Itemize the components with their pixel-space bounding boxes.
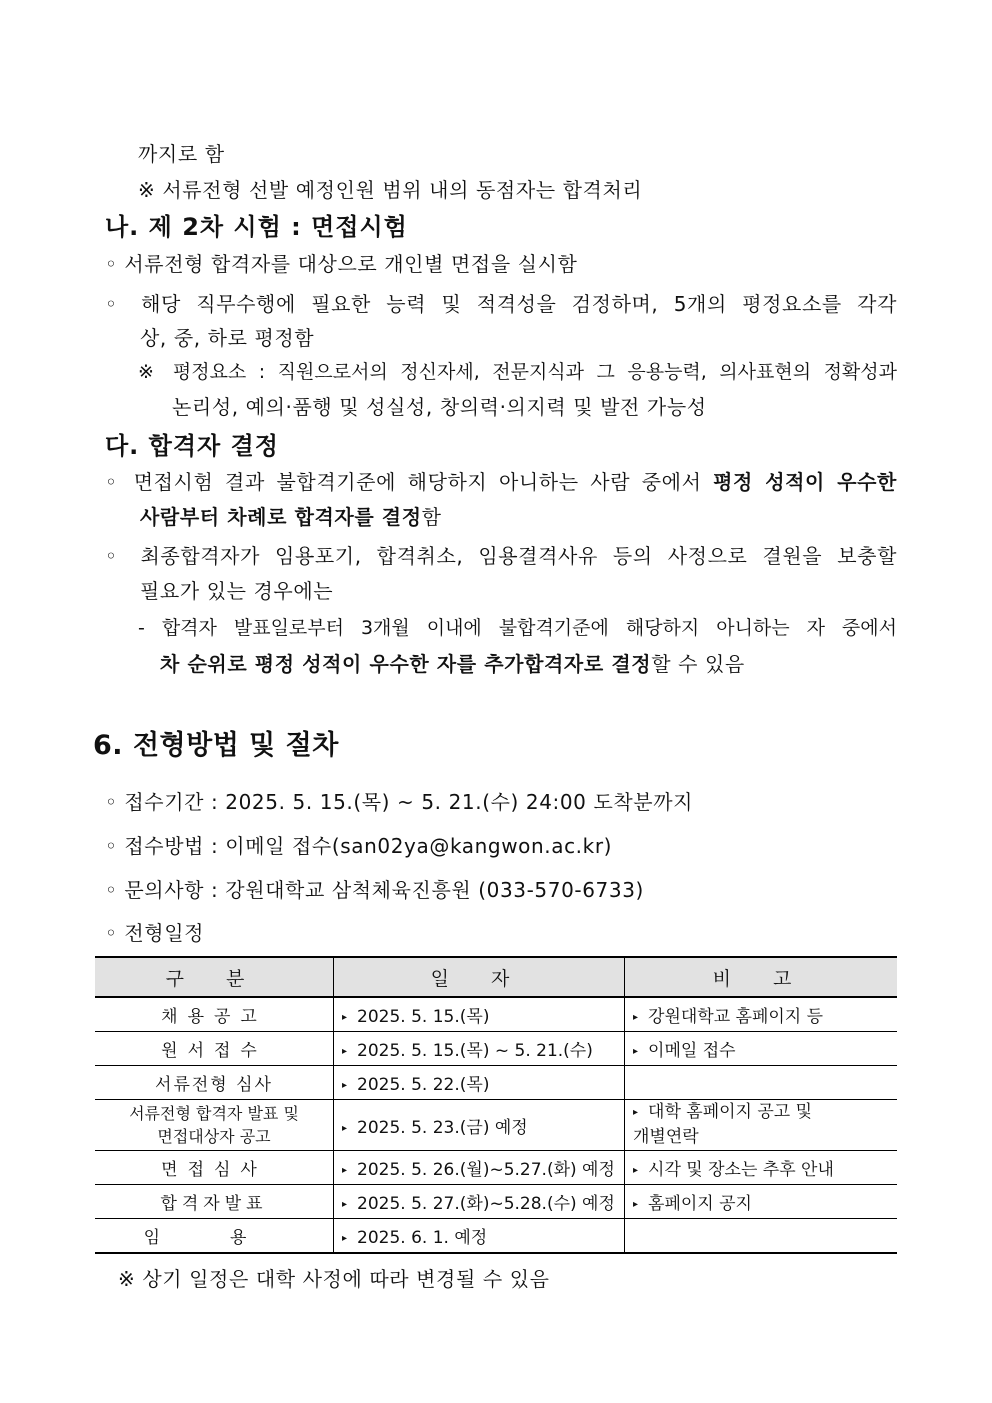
triangle-bullet-icon: ▸ [342,1046,348,1057]
row-label: 채용공고 [95,997,334,1032]
row-date: ▸ 2025. 5. 15.(목) [334,997,625,1032]
row-date: ▸ 2025. 5. 15.(목) ~ 5. 21.(수) [334,1032,625,1066]
row-note [625,1066,898,1100]
table-header-row [95,957,897,997]
triangle-bullet-icon: ▸ [633,1107,639,1118]
triangle-bullet-icon: ▸ [342,1012,348,1023]
inquiry-contact: ◦ 문의사항 : 강원대학교 삼척체육진흥원 (033-570-6733) [105,878,644,902]
row-label: 서류전형 합격자 발표 및 면접대상자 공고 [95,1100,334,1151]
triangle-bullet-icon: ▸ [633,1012,639,1023]
triangle-bullet-icon: ▸ [342,1165,348,1176]
section-na-item2-line2: 상, 중, 하로 평정함 [140,326,315,350]
application-method: ◦ 접수방법 : 이메일 접수(san02ya@kangwon.ac.kr) [105,834,613,858]
row-label: 원서접수 [95,1032,334,1066]
section-na-item2-line1: ◦ 해당 직무수행에 필요한 능력 및 적격성을 검정하며, 5개의 평정요소를 각각 [105,292,897,316]
section-da-title: 다. 합격자 결정 [105,432,279,460]
row-date: ▸ 2025. 5. 23.(금) 예정 [334,1100,625,1151]
section-na-note-line2: 논리성, 예의·품행 및 성실성, 창의력·의지력 및 발전 가능성 [172,395,707,419]
table-row [95,1185,897,1219]
section-na-item1: ◦ 서류전형 합격자를 대상으로 개인별 면접을 실시함 [105,252,578,276]
section-da-item1-line2: 사람부터 차례로 합격자를 결정함 [140,505,442,529]
row-label: 임용 [95,1219,334,1254]
row-note: ▸ 대학 홈페이지 공고 및 개별연락 [625,1100,898,1151]
row-date: ▸ 2025. 5. 22.(목) [334,1066,625,1100]
footer-note: ※ 상기 일정은 대학 사정에 따라 변경될 수 있음 [118,1267,550,1291]
triangle-bullet-icon: ▸ [342,1233,348,1244]
section6-title: 6. 전형방법 및 절차 [93,730,339,761]
section-da-sub-line2: 차 순위로 평정 성적이 우수한 자를 추가합격자로 결정할 수 있음 [160,652,745,676]
row-label: 합격자발표 [95,1185,334,1219]
row-note: ▸ 강원대학교 홈페이지 등 [625,997,898,1032]
section-na-title: 나. 제 2차 시험 : 면접시험 [105,213,408,241]
table-row [95,1100,897,1151]
triangle-bullet-icon: ▸ [342,1199,348,1210]
section-na-note-line1: ※ 평정요소 : 직원으로서의 정신자세, 전문지식과 그 응용능력, 의사표현의 정확성과 [138,361,897,383]
row-note: ▸ 홈페이지 공지 [625,1185,898,1219]
row-note: ▸ 이메일 접수 [625,1032,898,1066]
row-label: 면접심사 [95,1151,334,1185]
triangle-bullet-icon: ▸ [633,1046,639,1057]
row-note [625,1219,898,1254]
section-da-item2-line1: ◦ 최종합격자가 임용포기, 합격취소, 임용결격사유 등의 사정으로 결원을 보충할 [105,544,897,568]
table-row [95,1066,897,1100]
row-date: ▸ 2025. 5. 27.(화)~5.28.(수) 예정 [334,1185,625,1219]
triangle-bullet-icon: ▸ [342,1122,348,1134]
section-da-item1-line1: ◦ 면접시험 결과 불합격기준에 해당하지 아니하는 사람 중에서 평정 성적이 우수한 [105,470,897,494]
header-remarks: 비 고 [625,957,898,997]
note-tie-rule: ※ 서류전형 선발 예정인원 범위 내의 동점자는 합격처리 [138,178,643,202]
triangle-bullet-icon: ▸ [633,1199,639,1210]
row-note: ▸ 시각 및 장소는 추후 안내 [625,1151,898,1185]
schedule-table [95,956,897,1254]
triangle-bullet-icon: ▸ [342,1080,348,1091]
continued-line: 까지로 함 [138,142,225,166]
header-category: 구 분 [95,957,334,997]
table-row [95,1151,897,1185]
section-da-sub-line1: - 합격자 발표일로부터 3개월 이내에 불합격기준에 해당하지 아니하는 자 중에서 [138,617,897,639]
section-da-item2-line2: 필요가 있는 경우에는 [140,579,334,603]
header-date: 일 자 [334,957,625,997]
schedule-label: ◦ 전형일정 [105,921,205,945]
table-row [95,1032,897,1066]
table-row [95,1219,897,1254]
application-period: ◦ 접수기간 : 2025. 5. 15.(목) ~ 5. 21.(수) 24:00 도착분까지 [105,790,694,814]
row-label: 서류전형 심사 [95,1066,334,1100]
table-row [95,997,897,1032]
row-date: ▸ 2025. 6. 1. 예정 [334,1219,625,1254]
triangle-bullet-icon: ▸ [633,1165,639,1176]
row-date: ▸ 2025. 5. 26.(월)~5.27.(화) 예정 [334,1151,625,1185]
